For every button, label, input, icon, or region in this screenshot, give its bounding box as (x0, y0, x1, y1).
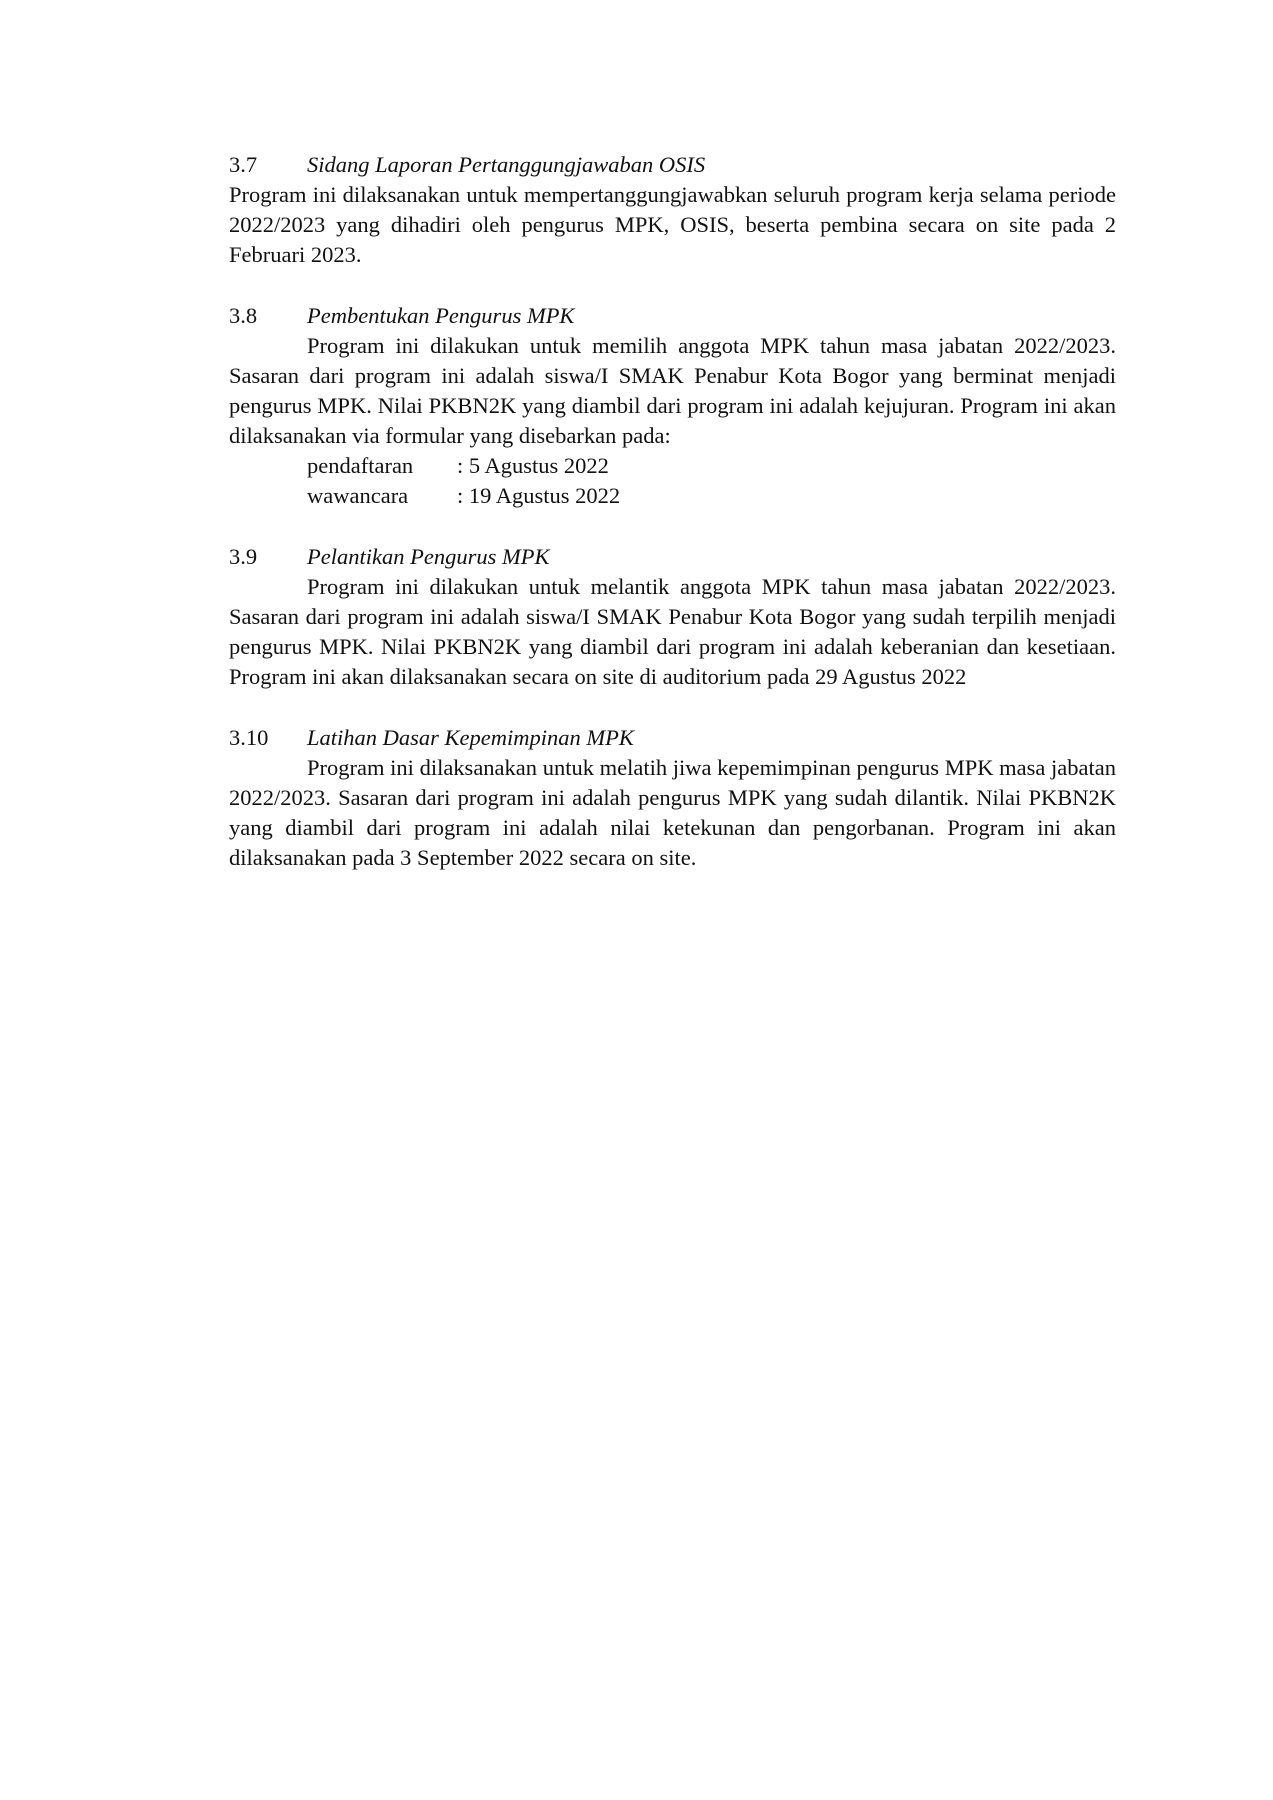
section-title: Sidang Laporan Pertanggungjawaban OSIS (307, 152, 706, 177)
section-title: Pelantikan Pengurus MPK (307, 544, 550, 569)
section-3-9 (229, 542, 1116, 692)
section-title: Latihan Dasar Kepemimpinan MPK (307, 725, 634, 750)
section-body: Program ini dilaksanakan untuk melatih jiwa kepemimpinan pengurus MPK masa jabatan 2022/2023. Sasaran dari program ini adalah pengurus MPK yang sudah dilantik. Nilai PKBN2K yang diambil dari program ini adalah nilai ketekunan dan pengorbanan. Program ini akan dilaksanakan pada 3 September 2022 secara on site. (229, 755, 1116, 870)
document-page (229, 150, 1116, 904)
section-title: Pembentukan Pengurus MPK (307, 303, 575, 328)
section-body: Program ini dilaksanakan untuk mempertanggungjawabkan seluruh program kerja selama periode 2022/2023 yang dihadiri oleh pengurus MPK, OSIS, beserta pembina secara on site pada 2 Februari 2023. (229, 182, 1116, 267)
section-3-7 (229, 150, 1116, 270)
section-3-10 (229, 723, 1116, 873)
section-heading (229, 542, 1116, 572)
section-number: 3.7 (229, 152, 258, 177)
section-body: Program ini dilakukan untuk melantik anggota MPK tahun masa jabatan 2022/2023. Sasaran dari program ini adalah siswa/I SMAK Penabur Kota Bogor yang sudah terpilih menjadi pengurus MPK. Nilai PKBN2K yang diambil dari program ini adalah keberanian dan kesetiaan. Program ini akan dilaksanakan secara on site di auditorium pada 29 Agustus 2022 (229, 574, 1116, 689)
schedule-list (307, 451, 1116, 511)
schedule-label: wawancara (307, 483, 409, 508)
section-number: 3.9 (229, 544, 258, 569)
section-heading (229, 301, 1116, 331)
schedule-date: : 19 Agustus 2022 (457, 483, 621, 508)
section-heading (229, 723, 1116, 753)
section-number: 3.8 (229, 303, 258, 328)
schedule-row (307, 451, 1116, 481)
section-3-8 (229, 301, 1116, 511)
section-body: Program ini dilakukan untuk memilih anggota MPK tahun masa jabatan 2022/2023. Sasaran dari program ini adalah siswa/I SMAK Penabur Kota Bogor yang berminat menjadi pengurus MPK. Nilai PKBN2K yang diambil dari program ini adalah kejujuran. Program ini akan dilaksanakan via formular yang disebarkan pada: (229, 333, 1116, 448)
schedule-date: : 5 Agustus 2022 (457, 453, 609, 478)
section-number: 3.10 (229, 725, 269, 750)
section-heading (229, 150, 1116, 180)
schedule-row (307, 481, 1116, 511)
schedule-label: pendaftaran (307, 453, 414, 478)
